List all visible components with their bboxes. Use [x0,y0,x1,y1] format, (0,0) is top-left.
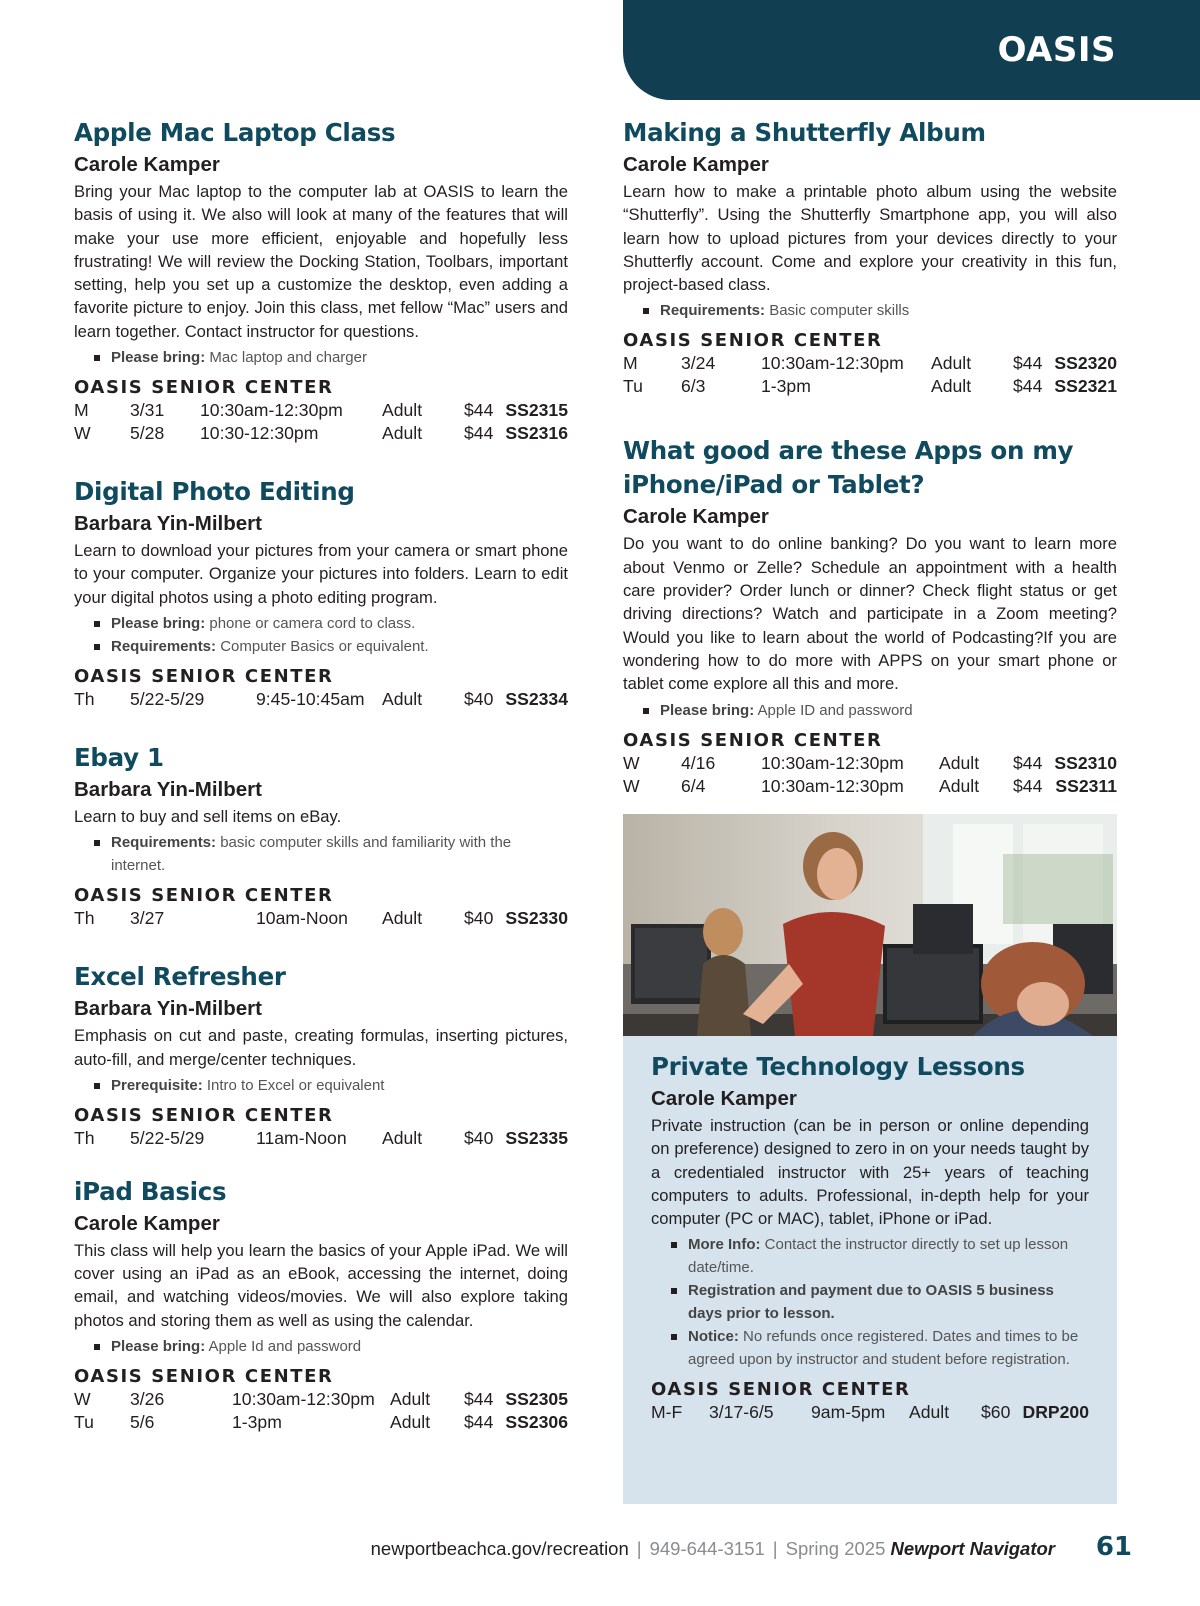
section-banner [623,0,1200,100]
course-code: SS2305 [505,1389,568,1410]
course-instructor: Barbara Yin-Milbert [74,997,262,1021]
schedule-row: W 3/26 10:30am-12:30pm Adult $44 SS2305 [74,1389,568,1410]
course-code: SS2306 [505,1412,568,1433]
course-instructor: Carole Kamper [74,153,220,176]
course-code: SS2335 [505,1127,568,1148]
course-code: SS2320 [1054,353,1117,374]
note-item: Requirements: Computer Basics or equivalent. [94,635,568,658]
course-location: OASIS SENIOR CENTER [74,377,334,399]
course-instructor: Carole Kamper [623,153,769,176]
course-title: iPad Basics [74,1176,227,1206]
course-code: SS2311 [1055,775,1117,796]
schedule-row: M-F 3/17-6/5 9am-5pm Adult $60 DRP200 [651,1402,1089,1423]
course-notes [643,699,1117,722]
note-item: Please bring: Apple Id and password [94,1335,568,1358]
course-description: Learn how to make a printable photo album using the website “Shutterfly”. Using the Shutterfly Smartphone app, you will also learn how to upload pictures from your devices directly to your Shutterfly account. Come and explore your creativity in this fun, project-based class. [623,182,1117,295]
course-title: Making a Shutterfly Album [623,118,986,147]
course-location: OASIS SENIOR CENTER [74,1366,334,1388]
course-instructor: Carole Kamper [651,1087,797,1110]
course-description: Emphasis on cut and paste, creating formulas, inserting pictures, auto-fill, and merge/center techniques. [74,1026,568,1069]
footer-text: newportbeachca.gov/recreation | 949-644-3151 | Spring 2025 Newport Navigator [370,1538,1055,1559]
course-title: Ebay 1 [74,742,164,772]
note-item: Notice: No refunds once registered. Dates and times to be agreed upon by instructor and student before registration. [671,1325,1089,1371]
course-title-line1: What good are these Apps on my [623,436,1074,466]
schedule-row: M 3/31 10:30am-12:30pm Adult $44 SS2315 [74,400,568,421]
course-instructor: Carole Kamper [623,505,769,529]
course-ipad-basics [74,1175,568,1434]
schedule-row: Th 3/27 10am-Noon Adult $40 SS2330 [74,908,568,929]
note-item: Please bring: Apple ID and password [643,699,1117,722]
course-location: OASIS SENIOR CENTER [651,1379,911,1401]
website-link[interactable]: newportbeachca.gov/recreation [370,1538,629,1559]
schedule-row: W 4/16 10:30am-12:30pm Adult $44 SS2310 [623,752,1117,773]
course-description: Learn to buy and sell items on eBay. [74,806,342,826]
page-footer [0,1534,1200,1564]
course-location: OASIS SENIOR CENTER [623,330,883,352]
course-code: SS2315 [505,400,568,421]
course-description: Private instruction (can be in person or online depending on preference) designed to zero in on your needs taught by a credentialed instructor with 25+ years of teaching computers to adults. Professional, in-depth help for your computer (PC or MAC), tablet, iPhone or iPad. [651,1116,1089,1229]
class-photo [623,814,1117,1036]
course-code: SS2334 [505,688,568,709]
course-instructor: Carole Kamper [74,1211,220,1235]
course-description: Do you want to do online banking? Do you want to learn more about Venmo or Zelle? Schedule an appointment with a health care provider? Order lunch or dinner? Check flight status or get driving directions? Watch and participate in a Zoom meeting? Would you like to learn about the world of Podcasting?If you are wondering how to do more with APPS on your smart phone or tablet come explore all this and more. [623,534,1117,694]
course-location: OASIS SENIOR CENTER [74,1104,334,1126]
course-instructor: Barbara Yin-Milbert [74,512,262,536]
course-notes [94,612,568,658]
course-notes [643,299,1117,322]
schedule-row: Th 5/22-5/29 9:45-10:45am Adult $40 SS2334 [74,688,568,709]
course-location: OASIS SENIOR CENTER [623,729,883,751]
schedule-row: Tu 5/6 1-3pm Adult $44 SS2306 [74,1412,568,1433]
course-notes [671,1233,1089,1371]
course-notes [94,1335,568,1358]
publication-name: Newport Navigator [890,1538,1055,1559]
course-digital-photo [74,475,568,711]
course-location: OASIS SENIOR CENTER [74,665,334,687]
note-item: Requirements: basic computer skills and familiarity with the internet. [94,831,568,877]
course-notes [94,1074,568,1097]
right-column [623,116,1117,798]
note-item: Prerequisite: Intro to Excel or equivalent [94,1074,568,1097]
course-location: OASIS SENIOR CENTER [74,885,334,907]
course-notes [94,346,568,369]
class-photo-illustration [623,814,1117,1036]
course-code: SS2330 [505,908,568,929]
course-shutterfly [623,116,1117,398]
course-apps [623,434,1117,797]
schedule-row: W 5/28 10:30-12:30pm Adult $44 SS2316 [74,423,568,444]
course-description: This class will help you learn the basics of your Apple iPad. We will cover using an iPad as an eBook, accessing the internet, doing email, and watching videos/movies. We will also explore taking photos and storing them as well as using the calendar. [74,1240,568,1330]
course-title: Private Technology Lessons [651,1052,1025,1081]
course-code: SS2310 [1054,752,1117,773]
course-excel [74,960,568,1150]
note-item: Please bring: phone or camera cord to class. [94,612,568,635]
course-code: SS2321 [1054,376,1117,397]
private-lessons-box [623,1036,1117,1504]
schedule-row: W 6/4 10:30am-12:30pm Adult $44 SS2311 [623,775,1117,796]
course-description: Learn to download your pictures from your camera or smart phone to your computer. Organize your pictures into folders. Learn to edit your digital photos using a photo editing program. [74,541,568,607]
phone-number: 949-644-3151 [649,1538,765,1559]
note-item: Registration and payment due to OASIS 5 business days prior to lesson. [671,1279,1089,1325]
course-title: Apple Mac Laptop Class [74,118,396,147]
season: Spring 2025 [785,1538,886,1559]
course-code: DRP200 [1022,1402,1089,1423]
note-item: Requirements: Basic computer skills [643,299,1117,322]
schedule-row: Tu 6/3 1-3pm Adult $44 SS2321 [623,376,1117,397]
course-notes [94,831,568,877]
course-instructor: Barbara Yin-Milbert [74,777,262,801]
course-title: Excel Refresher [74,962,286,992]
page-number: 61 [1095,1532,1132,1562]
course-code: SS2316 [505,423,568,444]
left-column [74,116,568,1434]
course-ebay [74,741,568,930]
course-apple-mac [74,116,568,445]
schedule-row: M 3/24 10:30am-12:30pm Adult $44 SS2320 [623,353,1117,374]
course-title: Digital Photo Editing [74,477,355,507]
course-description: Bring your Mac laptop to the computer lab at OASIS to learn the basis of using it. We also will look at many of the features that will make your use more efficient, enjoyable and hopefully less frustrating! We will review the Docking Station, Toolbars, important setting, help you set up a customize the desktop, even adding a favorite picture to enjoy. Join this class, met fellow “Mac” users and learn together. Contact instructor for questions. [74,182,568,341]
note-item: Please bring: Mac laptop and charger [94,346,568,369]
schedule-row: Th 5/22-5/29 11am-Noon Adult $40 SS2335 [74,1127,568,1148]
course-title-line2: iPhone/iPad or Tablet? [623,470,925,500]
section-title: OASIS [997,30,1116,70]
note-item: More Info: Contact the instructor directly to set up lesson date/time. [671,1233,1089,1279]
